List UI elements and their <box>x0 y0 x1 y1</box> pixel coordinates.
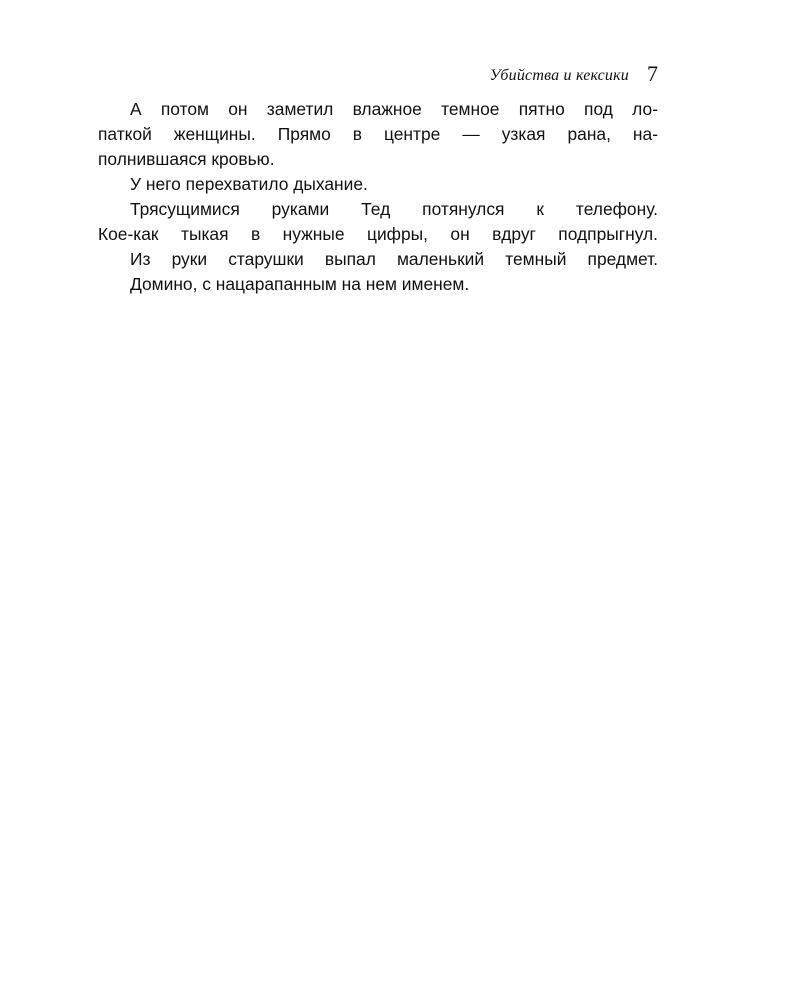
body-text <box>98 97 658 297</box>
text-line: полнившаяся кровью. <box>98 149 275 169</box>
running-header <box>98 60 658 86</box>
text-line: А потом он заметил влажное темное пятно под ло- <box>130 99 658 119</box>
running-title: Убийства и кексики <box>489 67 629 84</box>
page-number: 7 <box>647 61 658 86</box>
text-line: паткой женщины. Прямо в центре — узкая рана, на- <box>98 124 658 144</box>
text-line: Домино, с нацарапанным на нем именем. <box>130 274 470 294</box>
text-line: Трясущимися руками Тед потянулся к телефону. <box>130 199 658 219</box>
text-line: Кое-как тыкая в нужные цифры, он вдруг подпрыгнул. <box>98 224 658 244</box>
text-line: У него перехватило дыхание. <box>130 174 368 194</box>
text-line: Из руки старушки выпал маленький темный предмет. <box>130 249 658 269</box>
